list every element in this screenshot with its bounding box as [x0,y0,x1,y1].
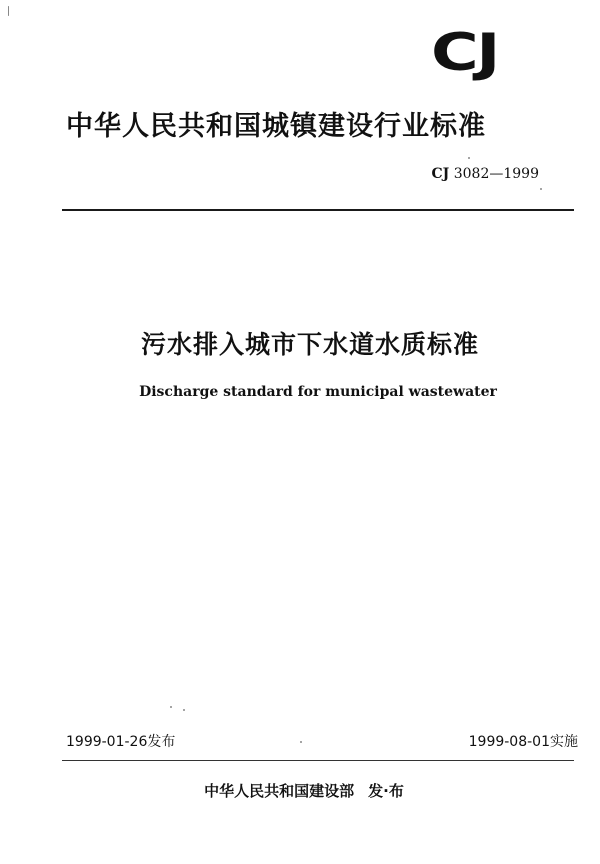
footer-divider [62,760,574,761]
scan-speck [170,706,172,708]
scan-speck [183,709,185,711]
scan-speck [468,157,470,159]
header-divider [62,209,574,211]
cj-logo: CJ [431,23,498,83]
standard-title-zh: 污水排入城市下水道水质标准 [140,330,479,359]
standard-title-en: Discharge standard for municipal wastewater [139,384,497,400]
scan-speck [540,188,542,190]
standard-number [432,165,540,183]
standard-number-value: 3082—1999 [453,166,539,182]
standard-number-prefix: CJ [431,166,450,182]
scan-speck [8,6,9,16]
issue-date: 1999-01-26发布 [66,734,176,750]
industry-standard-title: 中华人民共和国城镇建设行业标准 [66,111,486,142]
publisher-name: 中华人民共和国建设部 [204,782,355,800]
publish-label: 发·布 [368,782,404,800]
publisher-line [0,781,600,801]
implementation-date: 1999-08-01实施 [468,734,578,750]
scan-speck [300,741,302,743]
